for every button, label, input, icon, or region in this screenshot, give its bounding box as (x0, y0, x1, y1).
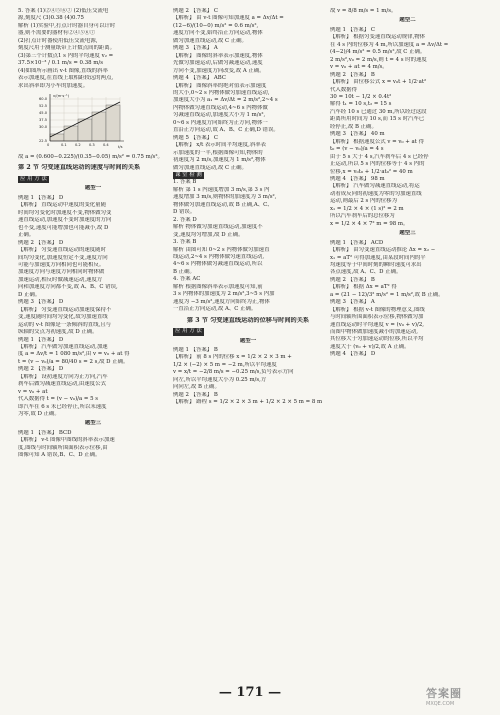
text-line: 向向左,故 B 正确。 (173, 384, 220, 391)
text-line: 的大小,0~2 s 内物体做匀加速直线运动, (173, 89, 270, 96)
text-line: 例题 2 【答案】 B (330, 276, 375, 283)
text-line: 例题 2 【答案】 C (173, 8, 219, 14)
text-line: 经停止,故 B 正确。 (330, 123, 377, 130)
text-line: 【解析】 匀变速直线运动的速度随时 (18, 247, 106, 254)
text-line: 37.5×10⁻³ / 0.1 m/s = 0.38 m/s (18, 60, 103, 67)
vt-ytick: 37.5 (39, 117, 48, 122)
text-line: D 正确。 (18, 291, 41, 298)
section-tag: 应 用 方 法 (20, 175, 47, 182)
text-line: 做匀加速直线运动,故 C 正确。 (173, 164, 247, 171)
text-line: 为零,故 D 正确。 (18, 411, 60, 418)
column-middle (173, 8, 323, 407)
tag-row (173, 172, 323, 179)
text-line: 刹车后做匀减速直线运动,由速度公式 (18, 381, 106, 388)
text-line: 0~6 s 内速度方向始终为正方向,物体一 (173, 119, 268, 126)
text-line: 物体做匀加速直线运动,故 B 正确,A、C、 (173, 201, 273, 208)
text-line: t = (v − v₀)/a = 80/40 s = 2 s,故 D 正确。 (18, 358, 129, 365)
text-line: 间均匀变化,加速度恒定不变,速度方向 (18, 254, 108, 261)
tag-row (173, 328, 323, 335)
text-line: 所以汽车刹车后的总位移为 (330, 213, 395, 220)
text-line: 例题 5 【答案】 C (173, 134, 219, 141)
text-line: t₀ = (v − v₀)/a = 4 s (330, 146, 384, 153)
text-line: 代入数据得 t = (v − v₀)/a = 5 s (18, 396, 99, 403)
vt-ytick: 60.0 (39, 96, 48, 101)
watermark-text: 答案圈 (426, 687, 462, 700)
text-line: 例题 4 【答案】 ABC (173, 75, 226, 82)
vt-ytick: 22.5 (39, 138, 48, 143)
vt-ylabel: v/(m·s⁻¹) (53, 93, 69, 98)
text-line: B 正确。 (173, 268, 195, 275)
text-line: 时间均匀变化时加速度不变,物体做匀变 (18, 209, 112, 216)
text-line: 运动,则最后 2 s 内的位移为 (330, 198, 397, 205)
text-line: 例题 3 【答案】 A (173, 45, 218, 52)
text-line: 例题 4 【答案】 98 m (330, 175, 385, 182)
text-line: 【解析】 由匀变速直线运动推论 Δx = x₂ − (330, 247, 436, 254)
text-line: 【解析】 前 8 s 内的位移 x = 1/2 × 2 × 3 m + (173, 354, 292, 361)
vt-ytick: 52.5 (39, 103, 48, 108)
text-line: 例题 1 【答案】 D (18, 336, 64, 343)
text-line: 【解析】 由位移公式 x = v₀t + 1/2·at² (330, 79, 427, 86)
text-line: 3. 答案 B (173, 239, 197, 246)
text-line: 【解析】 图像斜率的绝对值表示加速度 (173, 82, 267, 89)
text-line: 向和加速度方向都不变,故 A、B、C 错误, (18, 284, 118, 291)
text-line: 度,图线与时间轴所围面积表示位移,由 (18, 444, 108, 451)
page-number: — 171 — (218, 685, 282, 700)
text-line: a = (21 − 12)/3² m/s² = 1 m/s²,故 B 正确。 (330, 291, 444, 298)
text-line: (12−6)/(10−0) m/s² = 0.6 m/s², (173, 22, 259, 29)
text-line: 内物体做匀速直线运动,4~6 s 内物体做 (173, 104, 268, 111)
section-heading: 第 2 节 匀变速直线运动的速度与时间的关系 (18, 164, 141, 172)
text-line: 示加速度的一半,根据图像可知,物体的 (173, 149, 263, 156)
text-line: 例题 1 【答案】 C (330, 26, 376, 33)
text-line: 解析 第 1 s 内速度增加 3 m/s,第 3 s 内 (173, 186, 270, 193)
watermark-url: MXQE.COM (426, 701, 455, 708)
text-line: 例题 1 【答案】 ACD (330, 239, 384, 246)
column-left (18, 8, 168, 460)
section-tag: 应 用 方 法 (175, 328, 202, 335)
text-line: 【解析】 匀变速直线运动加速度保持不 (18, 306, 112, 313)
text-line: 求出斜率即为小车的加速度。 (18, 82, 89, 89)
text-line: 【解析】 根据速度公式 v = v₀ + at 得 (330, 138, 424, 145)
text-line: 1/2 × (−2) × 5 m = −2 m,所以平均速度 (173, 361, 277, 368)
text-line: 做匀加速直线运动,故 C 正确。 (173, 37, 247, 44)
text-line: 均速度等于中间时刻的瞬时速度可求出 (330, 261, 422, 268)
vt-graph-svg (30, 93, 128, 151)
text-line: 例题 2 【答案】 D (18, 366, 64, 373)
text-line: 初速度为 2 m/s,加速度为 1 m/s²,物体 (173, 157, 266, 164)
subheading: 题型二 (399, 17, 416, 24)
text-line: x₁ = aT² 可得加速度,由某段时间内的平 (330, 254, 426, 261)
text-line: 汽车经 10 s 已通过 30 m,所以经过这段 (330, 108, 427, 115)
text-line: 加速运动,相反时做减速运动,速度方 (18, 276, 103, 283)
text-line: 3 s 内物体的加速度为 2 m/s²,3~5 s 内加 (173, 291, 275, 298)
text-line: 度 a = Δv/t = 1 080 m/s²,由 v = v₀ + at 得 (18, 351, 130, 358)
text-line: 速直线运动时平均速度 v = (v₀ + v)/2, (330, 321, 424, 328)
text-line: 速度大于 (v₀ + v)/2,故 A 正确。 (330, 343, 410, 350)
text-line: 例题 1 【答案】 D (18, 194, 64, 201)
column-right (330, 8, 485, 359)
text-line: 2 m/s²,v₀ = 2 m/s,则 t = 4 s 时的速度 (330, 56, 427, 63)
text-line: 例题 1 【答案】 BCD (18, 429, 72, 436)
text-line: (4−2)/4 m/s² = 0.5 m/s²,故 C 正确。 (330, 49, 426, 56)
vt-xlabel: t/s (118, 144, 123, 149)
text-line: 【解析】 图像的斜率表示加速度,物体 (173, 52, 263, 59)
text-line: 【解析】 根据 v-t 图像的物理意义,图线 (330, 306, 425, 313)
text-line: 速度方向不变,始终沿正方向运动,物体 (173, 30, 263, 37)
text-line: 各点速度,故 A、C、D 正确。 (330, 269, 402, 276)
text-line: 5. 答案 (1)②④⑤⑥⑦ (2)低压交流电 (18, 8, 109, 14)
text-line: 代入数据得 (330, 86, 357, 93)
text-line: 4. 答案 AC (173, 276, 201, 283)
text-line: 30 = 10t − 1/2 × 0.4t² (330, 93, 392, 100)
vt-steps (50, 105, 120, 141)
text-line: v = x/t = −2/8 m/s = −0.25 m/s,负号表示方向 (173, 369, 294, 376)
text-line: 加速度方向与速度方向相同时物体做 (18, 269, 105, 276)
text-line: D 错误。 (173, 209, 196, 216)
text-line: 例题 4 【答案】 D (330, 351, 376, 358)
text-line: 解析 (1)实验中,打点计时器自身可以计时 (18, 22, 116, 29)
text-line: v = v₀ + at (18, 388, 48, 395)
text-line: 止运动,所以 5 s 内的位移等于 4 s 内的 (330, 161, 425, 168)
text-line: 图像可知 A 错误,B、C、D 正确。 (18, 452, 101, 459)
text-line: 【解析】 汽车做匀加速直线运动,加速 (18, 343, 108, 350)
text-line: 2. 答案 D (173, 216, 197, 223)
text-line: x₁ = 1/2 × 4 × (1 s)² = 2 m (330, 205, 404, 212)
watermark-logo (426, 686, 492, 708)
text-line: 故 a = (0.600−0.225)/(0.35−0.05) m/s² = 0.75 m/s²。 (18, 153, 163, 160)
text-line: 即汽车在 6 s 末已经停止,所以末速度 (18, 403, 107, 410)
text-line: 匀减速直线运动,加速度大小为 1 m/s², (173, 112, 266, 119)
text-line: 速直线运动,加速度不变时加速度的方向 (18, 217, 112, 224)
vt-graph (30, 93, 128, 151)
tag-row (18, 176, 168, 183)
text-line: 距离所用时间为 10 s,而 15 s 时汽车已 (330, 116, 425, 123)
subheading: 题型一 (239, 337, 257, 344)
text-line: 【解析】 汽车做匀减速直线运动,将运 (330, 183, 420, 190)
text-line: 例题 3 【答案】 D (18, 299, 64, 306)
text-line: 例题 3 【答案】 40 m (330, 131, 385, 138)
text-line: 表示加速度,在直线上取相距较远的两点, (18, 75, 114, 82)
text-line: 变,速度均匀增加,故 D 正确。 (173, 231, 244, 238)
vt-xtick: 0.2 (75, 142, 81, 147)
subheading: 题型三 (84, 420, 102, 427)
text-line: v = v₀ + at = 4 m/s。 (330, 64, 388, 71)
text-line: 例题 1 【答案】 B (173, 347, 218, 354)
text-line: 由于 5 s 大于 4 s,汽车刹车后 4 s 已经停 (330, 153, 429, 160)
text-line: 正确。 (18, 232, 35, 239)
text-line: 解析 根据图像斜率表示加速度可知,前 (173, 283, 263, 290)
text-line: 与时间轴所围面积表示位移,物体做匀加 (330, 314, 424, 321)
text-line: 例题 3 【答案】 A (330, 299, 375, 306)
vt-xtick: 0 (47, 142, 50, 147)
subheading: 题型一 (84, 185, 102, 192)
text-line: 位移,x = v₀t₀ + 1/2·at₀² = 40 m (330, 168, 413, 175)
text-line: x = 1/2 × 4 × 7² m = 98 m。 (330, 220, 409, 227)
text-line: 例题 2 【答案】 D (18, 239, 64, 246)
text-line: 刻度尺用于测量纸带上计数点间的距离。 (18, 45, 116, 52)
text-line: 【解析】 路程 s = 1/2 × 2 × 3 m + 1/2 × 2 × 5 m = 8 m (173, 399, 323, 406)
vt-xtick: 0.4 (103, 142, 109, 147)
text-line: 方向不变,加速度方向改变,故 A 正确。 (173, 67, 265, 74)
text-line: 【解析】 根据匀变速直线运动规律,物体 (330, 34, 426, 41)
text-line: 也不变,速度可能增加也可能减小,故 D (18, 224, 109, 231)
text-line: 【解析】 根据 Δx = aT² 得 (330, 284, 397, 291)
text-line: 器,则不需要的器材有②④⑤⑥⑦ (18, 30, 96, 37)
text-line: (4)如图所示画出 v-t 图像,直线的斜率 (18, 67, 108, 74)
text-line: 【解析】 设初速度方向为正方向,汽车 (18, 373, 108, 380)
text-line: 源,刻度尺 (3)0.38 (4)0.75 (18, 15, 84, 22)
text-line: 直沿正方向运动,故 A、B、C 正确,D 错误。 (173, 127, 279, 134)
text-line: 向左,所以平均速度大小为 0.25 m/s,方 (173, 376, 267, 383)
text-line: 【解析】 x/t 表示时间平均速度,斜率表 (173, 142, 267, 149)
text-line: 加速度大小为 a₁ = Δv/Δt = 2 m/s²,2~4 s (173, 97, 278, 104)
vt-ytick: 30.0 (39, 124, 48, 129)
text-line: 动看成反向的初速度为零的匀加速直线 (330, 190, 422, 197)
text-line: 运动的 v-t 图像是一条倾斜的直线,且与 (18, 321, 112, 328)
text-line: 速度为 −3 m/s²,速度方向始终为正,物体 (173, 298, 270, 305)
text-line: 【解析】 v-t 图像中图线的斜率表示加速 (18, 437, 115, 444)
vt-xtick: 0.3 (89, 142, 95, 147)
text-line: (2)打点计时器使用低压交流电源, (18, 37, 98, 44)
section-heading: 第 3 节 匀变速直线运动的位移与时间的关系 (186, 316, 310, 324)
text-line: 速度增加 3 m/s,则物体的加速度为 3 m/s², (173, 194, 277, 201)
text-line: 例题 2 【答案】 B (173, 391, 218, 398)
text-line: 1. 答案 B (173, 179, 197, 186)
text-line: 线运动,2~4 s 内物体做匀速直线运动, (173, 253, 265, 260)
text-line: 纵轴的交点为初速度,故 D 正确。 (18, 329, 98, 336)
text-line: 解得 t₁ = 10 s,t₂ = 15 s (330, 101, 392, 108)
text-line: 先做匀加速运动,后做匀减速运动,速度 (173, 60, 263, 67)
text-line: 变,速度随时间均匀变化,故匀加速直线 (18, 314, 108, 321)
text-line: 而图中物体做加速度减小的加速运动, (330, 329, 418, 336)
text-line: 解析 物体做匀加速直线运动,加速度不 (173, 224, 263, 231)
text-line: 可能与加速度方向相同也可能相反。 (18, 261, 105, 268)
text-line: 4~6 s 内物体做匀减速直线运动,所以 (173, 261, 263, 268)
section-tag: 课 堂 检 测 (175, 171, 202, 178)
text-line: 【解析】 直线运动中速度的变化量随 (18, 202, 106, 209)
text-line: 其位移大于匀加速运动的位移,所以平均 (330, 336, 424, 343)
text-line: 一直沿正方向运动,故 A、C 正确。 (173, 306, 257, 313)
text-line: 【解析】 由 v-t 图像可知加速度 a = Δv/Δt = (173, 15, 284, 22)
text-line: 在 4 s 内的位移为 4 m,所以加速度 a = Δv/Δt = (330, 41, 449, 48)
text-line: 解析 由图可知 0~2 s 内物体做匀加速直 (173, 246, 270, 253)
text-line: (3)第三个计数点1 s 内的平均速度 v₂ = (18, 52, 114, 59)
vt-xtick: 0.1 (61, 142, 67, 147)
vt-ytick: 45.0 (39, 110, 48, 115)
text-line: 故 v = 8/8 m/s = 1 m/s。 (330, 8, 397, 14)
subheading: 题型三 (399, 230, 416, 237)
text-line: 例题 2 【答案】 B (330, 71, 375, 78)
